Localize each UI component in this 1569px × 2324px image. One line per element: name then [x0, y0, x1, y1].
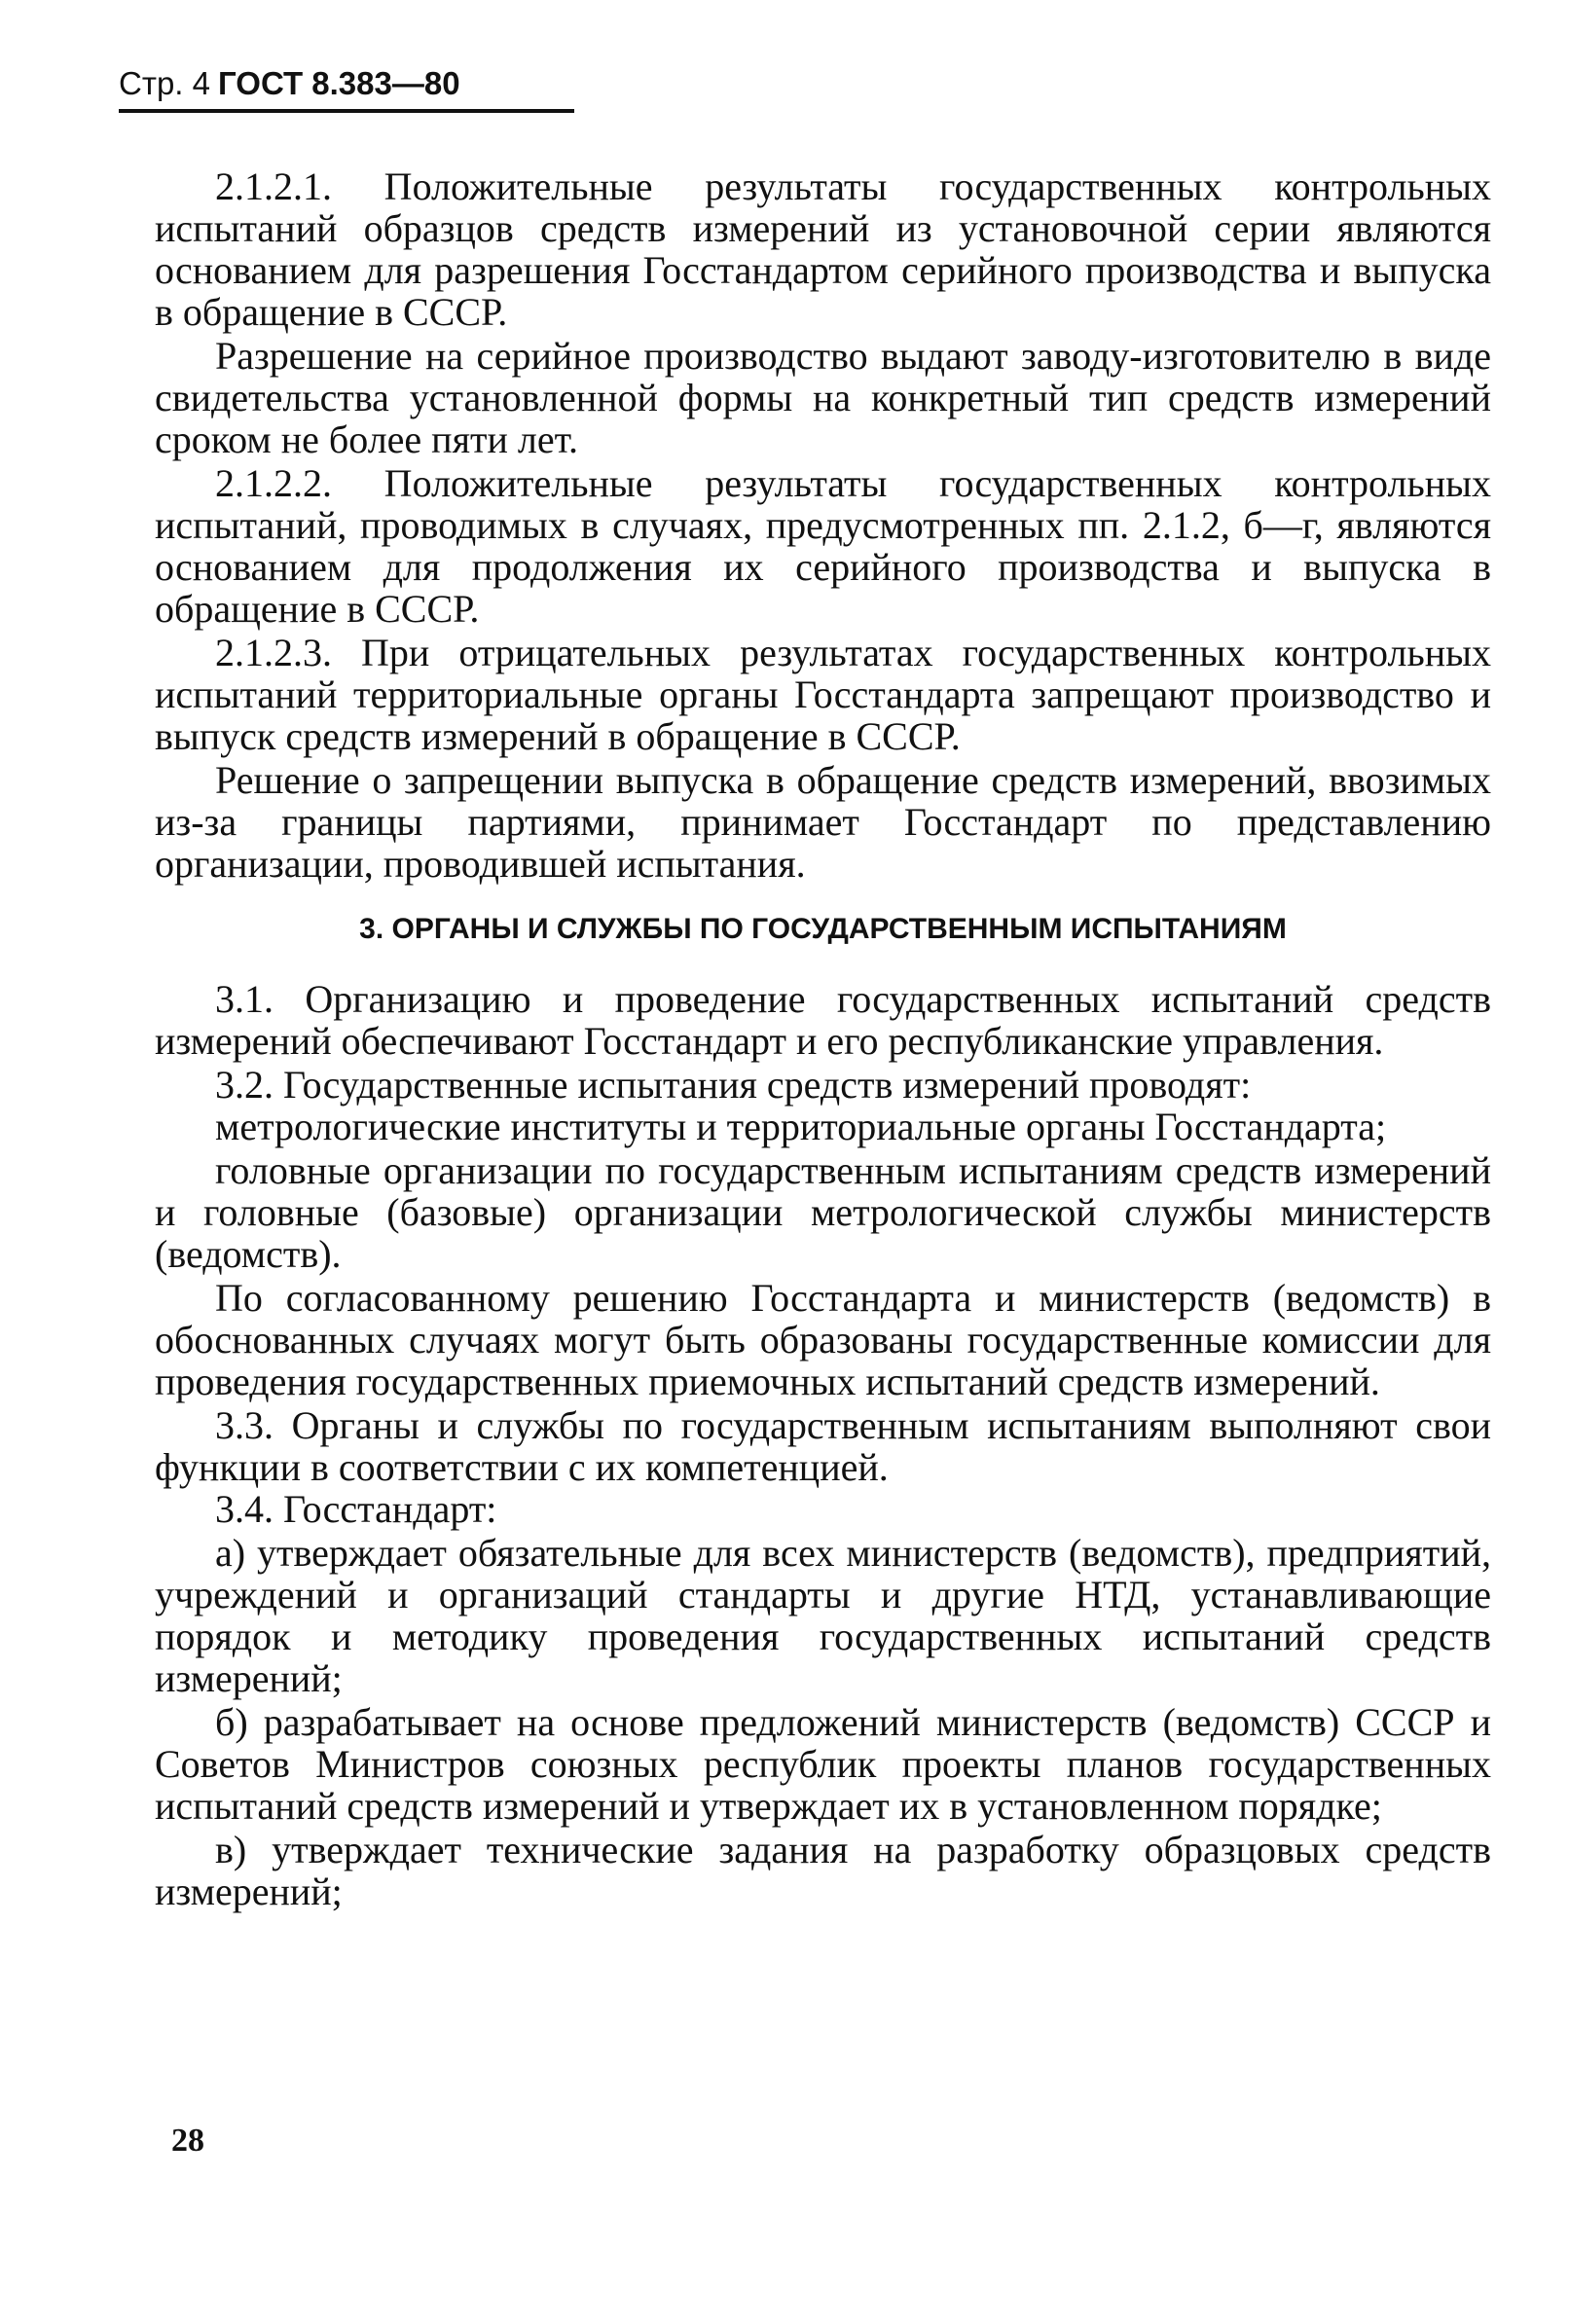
paragraph-import-ban: Решение о запрещении выпуска в обращение средств измерений, ввозимых из-за границы партиями, принимает Госстандарт по представлению организации, проводившей испытания. [155, 758, 1491, 886]
paragraph-3-1: 3.1. Организацию и проведение государственных испытаний средств измерений обеспечивают Госстандарт и его республиканские управления. [155, 977, 1491, 1063]
paragraph-2-1-2-3: 2.1.2.3. При отрицательных результатах государственных контрольных испытаний территориальные органы Госстандарта запрещают производство и выпуск средств измерений в обращение в СССР. [155, 631, 1491, 758]
paragraph-3-4: 3.4. Госстандарт: [215, 1487, 497, 1531]
page-header [119, 64, 574, 103]
page-number: 28 [171, 2123, 204, 2159]
page-label: Стр. 4 [119, 65, 210, 101]
paragraph-3-2: 3.2. Государственные испытания средств измерений проводят: [215, 1063, 1252, 1107]
header-rule [119, 109, 574, 113]
paragraph-3-3: 3.3. Органы и службы по государственным испытаниям выполняют свои функции в соответствии с их компетенцией. [155, 1403, 1491, 1489]
page-body [155, 165, 1491, 1912]
paragraph-3-2-organizations: головные организации по государственным испытаниям средств измерений и головные (базовые) организации метрологической службы министерств (ведомств). [155, 1148, 1491, 1276]
paragraph-3-2-institutes: метрологические институты и территориальные органы Госстандарта; [215, 1105, 1387, 1148]
section-title: 3. ОРГАНЫ И СЛУЖБЫ ПО ГОСУДАРСТВЕННЫМ ИСПЫТАНИЯМ [359, 913, 1287, 945]
paragraph-commissions: По согласованному решению Госстандарта и министерств (ведомств) в обоснованных случаях могут быть образованы государственные комиссии для проведения государственных приемочных испытаний средств измерений. [155, 1276, 1491, 1403]
paragraph-2-1-2-2: 2.1.2.2. Положительные результаты государственных контрольных испытаний, проводимых в случаях, предусмотренных пп. 2.1.2, б—г, являются основанием для продолжения их серийного производства и выпуска в обращение в СССР. [155, 461, 1491, 631]
list-item-b: б) разрабатывает на основе предложений министерств (ведомств) СССР и Советов Министров союзных республик проекты планов государственных испытаний средств измерений и утверждает их в установленном порядке; [155, 1700, 1491, 1828]
standard-number: ГОСТ 8.383—80 [218, 65, 460, 101]
paragraph-2-1-2-1: 2.1.2.1. Положительные результаты государственных контрольных испытаний образцов средств измерений из установочной серии являются основанием для разрешения Госстандартом серийного производства и выпуска в обращение в СССР. [155, 164, 1491, 334]
list-item-a: а) утверждает обязательные для всех министерств (ведомств), предприятий, учреждений и организаций стандарты и другие НТД, устанавливающие порядок и методику проведения государственных испытаний средств измерений; [155, 1531, 1491, 1700]
list-item-v: в) утверждает технические задания на разработку образцовых средств измерений; [155, 1828, 1491, 1913]
paragraph-permit: Разрешение на серийное производство выдают заводу-изготовителю в виде свидетельства установленной формы на конкретный тип средств измерений сроком не более пяти лет. [155, 334, 1491, 461]
